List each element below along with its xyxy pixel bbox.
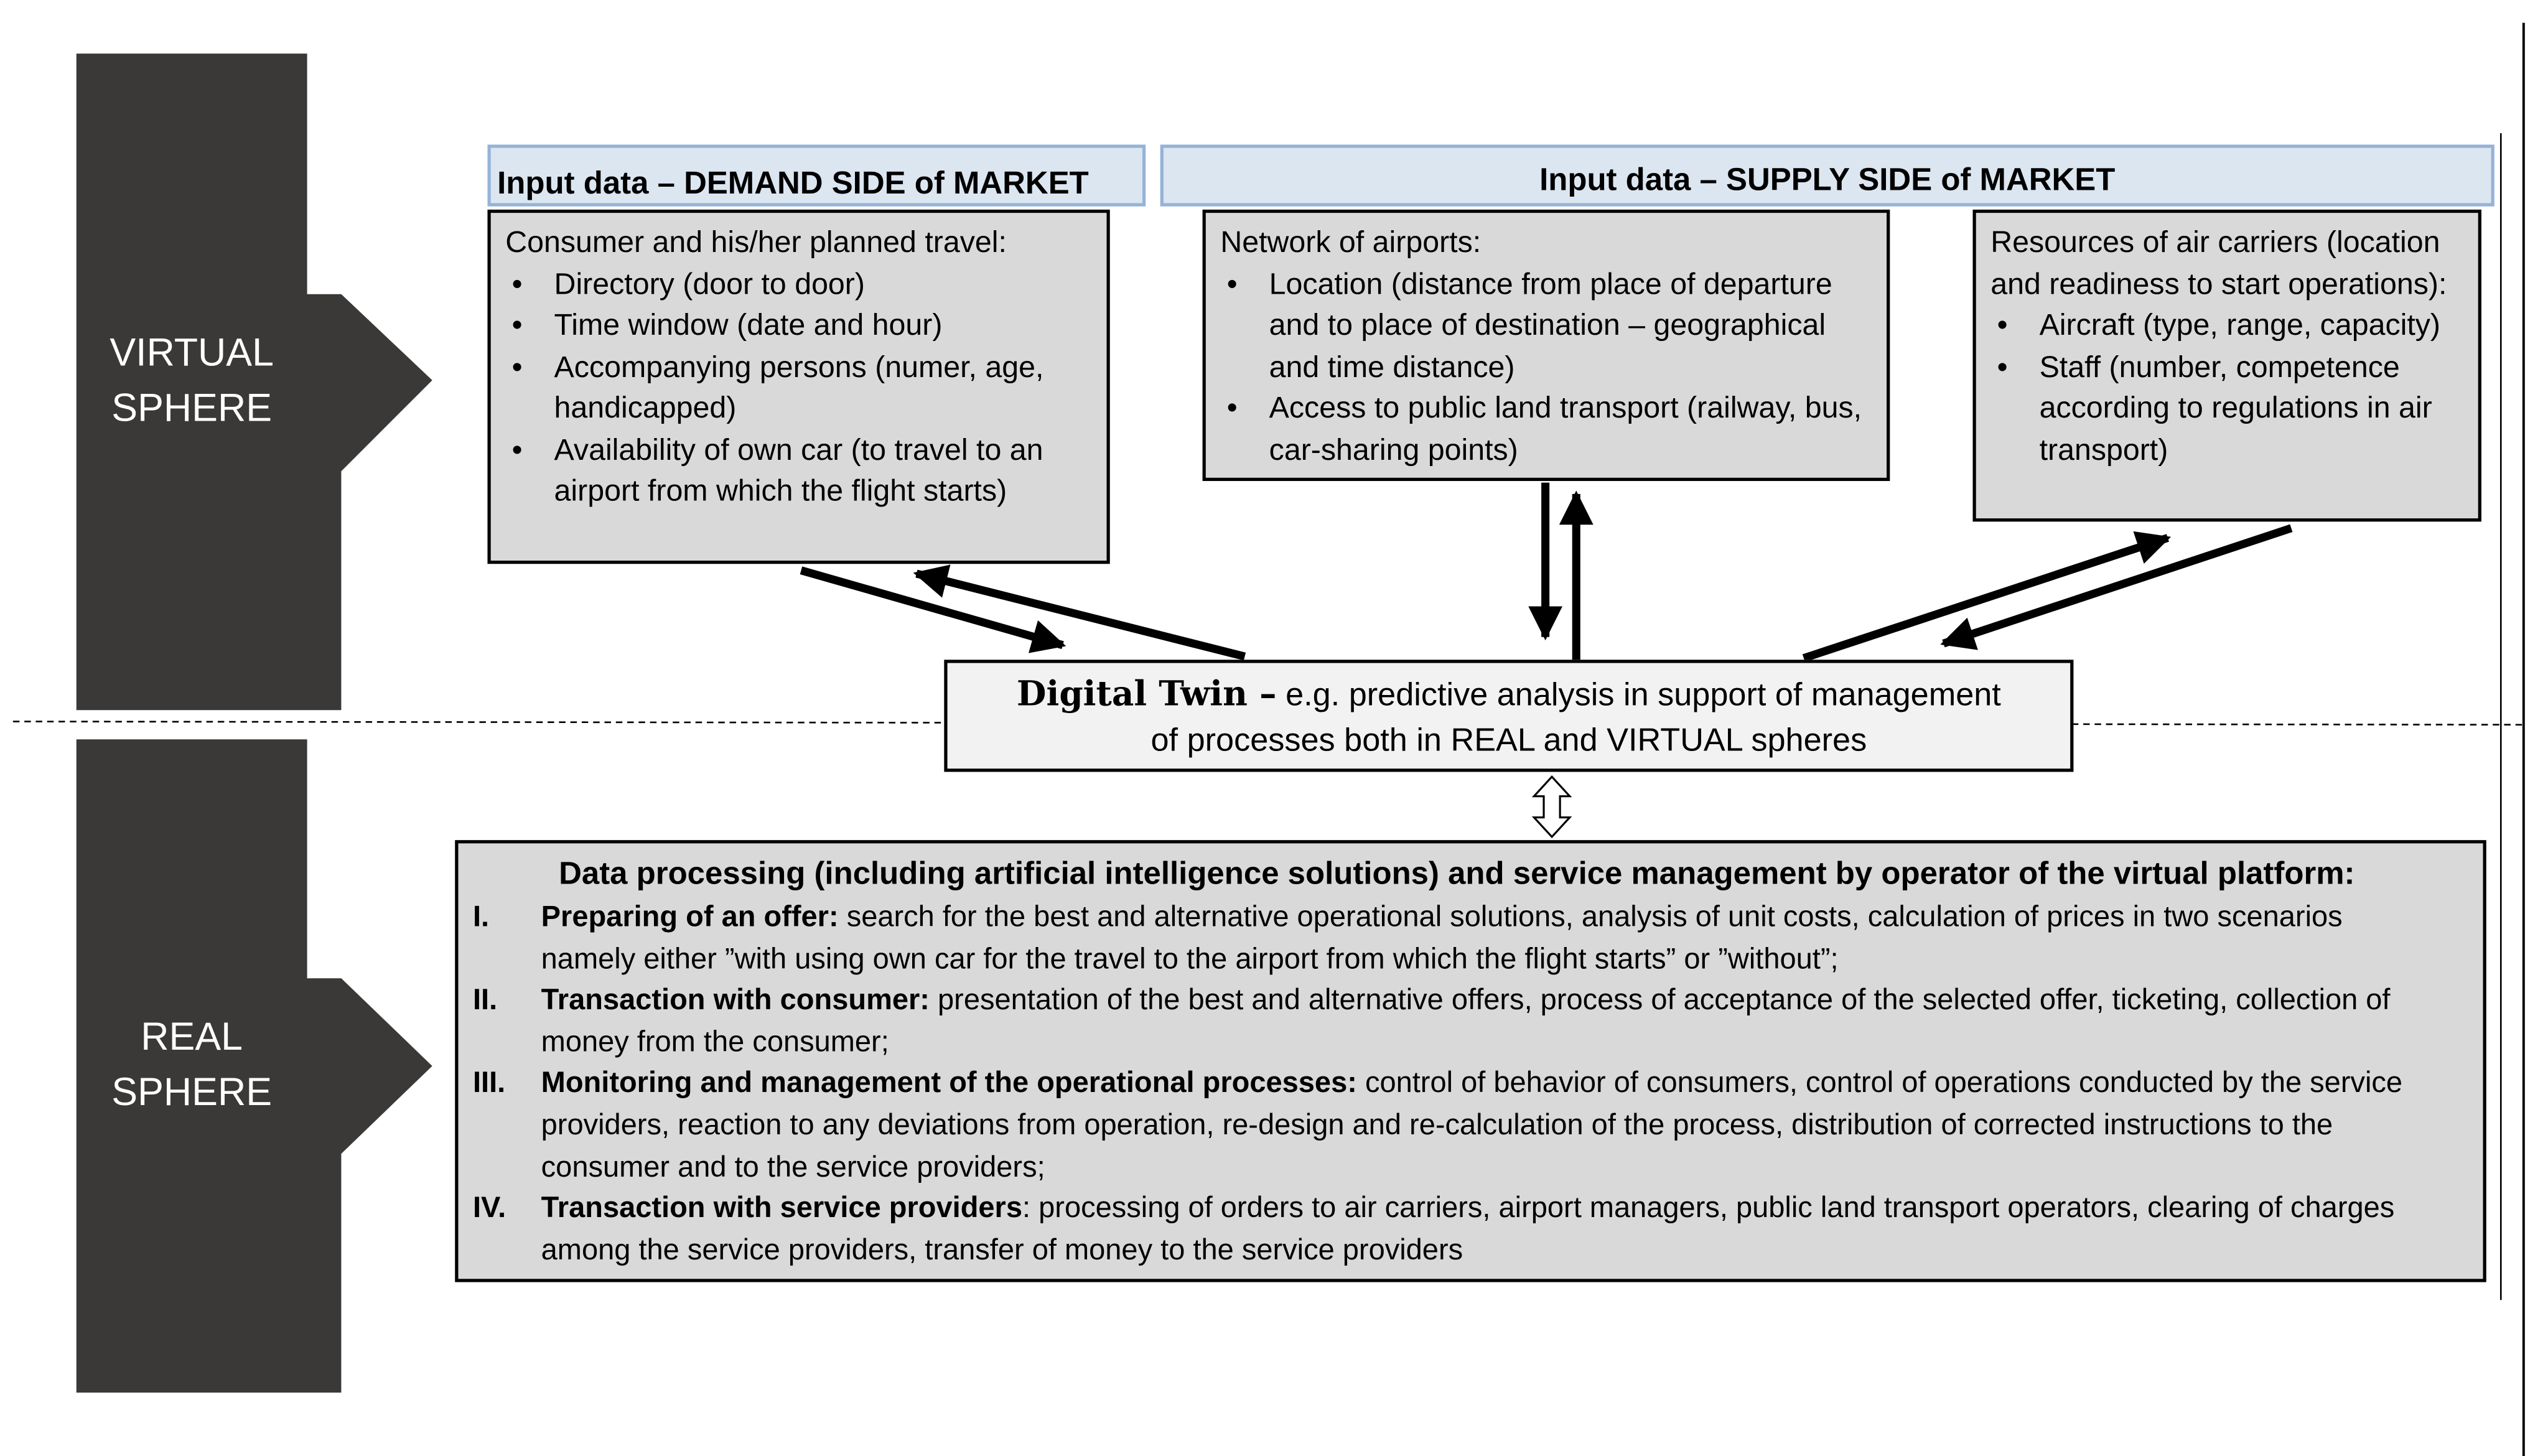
real-sphere-label bbox=[77, 1010, 307, 1121]
processing-item-heading: Preparing of an offer: bbox=[541, 900, 839, 933]
processing-item bbox=[473, 1188, 2441, 1271]
demand-item: • Availability of own car (to travel to an airport from which the flight starts) bbox=[505, 428, 1093, 511]
carriers-list bbox=[1990, 304, 2468, 469]
processing-item bbox=[473, 897, 2441, 981]
digital-twin-line-1 bbox=[957, 671, 2060, 719]
airports-box bbox=[1203, 210, 1890, 481]
processing-item-heading: Monitoring and management of the operational processes: bbox=[541, 1066, 1357, 1099]
airports-item: • Access to public land transport (railway, bus, car-sharing points) bbox=[1220, 387, 1874, 470]
processing-item-text bbox=[541, 1063, 2441, 1188]
airports-item: • Location (distance from place of departure and to place of destination – geographical and time distance) bbox=[1220, 263, 1874, 387]
processing-item-body: presentation of the best and alternative offers, process of acceptance of the selected offer, ticketing, collection of money from the consumer; bbox=[541, 983, 2391, 1058]
processing-item-number: II. bbox=[472, 983, 498, 1016]
digital-twin-box bbox=[944, 660, 2073, 772]
demand-intro: Consumer and his/her planned travel: bbox=[505, 224, 1007, 259]
processing-item-body: search for the best and alternative operational solutions, analysis of unit costs, calculation of prices in two scenarios namely either ”with using own car for the travel to the airport from which the flight starts” or ”without”; bbox=[541, 900, 2343, 974]
twin-to-carriers-arrow bbox=[1804, 538, 2168, 658]
processing-title: Data processing (including artificial intelligence solutions) and service management by operator of the virtual platform: bbox=[559, 856, 2355, 892]
airports-intro: Network of airports: bbox=[1220, 224, 1482, 259]
demand-item: • Directory (door to door) bbox=[505, 263, 1093, 304]
processing-item-text bbox=[541, 897, 2441, 981]
processing-item bbox=[473, 980, 2441, 1063]
demand-item: • Time window (date and hour) bbox=[505, 304, 1093, 345]
demand-item: • Accompanying persons (numer, age, handicapped) bbox=[505, 345, 1093, 428]
airports-list bbox=[1220, 263, 1874, 470]
processing-item-body: : processing of orders to air carriers, airport managers, public land transport operators, clearing of charges among the service providers, transfer of money to the service providers bbox=[541, 1191, 2395, 1266]
carriers-to-twin-arrow bbox=[1943, 528, 2291, 643]
carriers-intro: Resources of air carriers (location and readiness to start operations): bbox=[1990, 224, 2447, 300]
demand-header: Input data – DEMAND SIDE of MARKET bbox=[487, 144, 1146, 206]
processing-item-number: III. bbox=[472, 1066, 506, 1099]
demand-list bbox=[505, 263, 1093, 511]
processing-item-text bbox=[541, 980, 2441, 1063]
digital-twin-desc-1: e.g. predictive analysis in support of management bbox=[1286, 678, 2001, 714]
processing-item-body: control of behavior of consumers, control of operations conducted by the service providers, reaction to any deviations from operation, re-design and re-calculation of the process, distribution of corrected instructions to the consumer and to the service providers; bbox=[541, 1066, 2403, 1183]
digital-twin-title: Digital Twin – bbox=[1016, 673, 1277, 714]
processing-item-number: IV. bbox=[472, 1191, 506, 1224]
real-sphere-line-2: SPHERE bbox=[111, 1071, 273, 1115]
demand-box bbox=[487, 210, 1109, 564]
twin-processing-double-arrow bbox=[1534, 777, 1569, 837]
carriers-item: • Staff (number, competence according to regulations in air transport) bbox=[1990, 345, 2468, 470]
processing-item bbox=[473, 1063, 2441, 1188]
real-sphere-line-1: REAL bbox=[141, 1015, 243, 1060]
processing-item-heading: Transaction with consumer: bbox=[541, 983, 930, 1016]
carriers-box bbox=[1972, 210, 2481, 521]
supply-header: Input data – SUPPLY SIDE of MARKET bbox=[1160, 144, 2494, 206]
carriers-item: • Aircraft (type, range, capacity) bbox=[1990, 304, 2468, 345]
digital-twin-desc-2: of processes both in REAL and VIRTUAL spheres bbox=[1150, 723, 1867, 759]
processing-box bbox=[455, 840, 2486, 1282]
virtual-sphere-line-2: SPHERE bbox=[111, 386, 273, 431]
processing-item-number: I. bbox=[472, 900, 490, 933]
virtual-sphere-line-1: VIRTUAL bbox=[110, 331, 274, 376]
processing-item-text bbox=[541, 1188, 2441, 1271]
virtual-sphere-label bbox=[77, 327, 307, 437]
processing-item-heading: Transaction with service providers bbox=[541, 1191, 1023, 1224]
